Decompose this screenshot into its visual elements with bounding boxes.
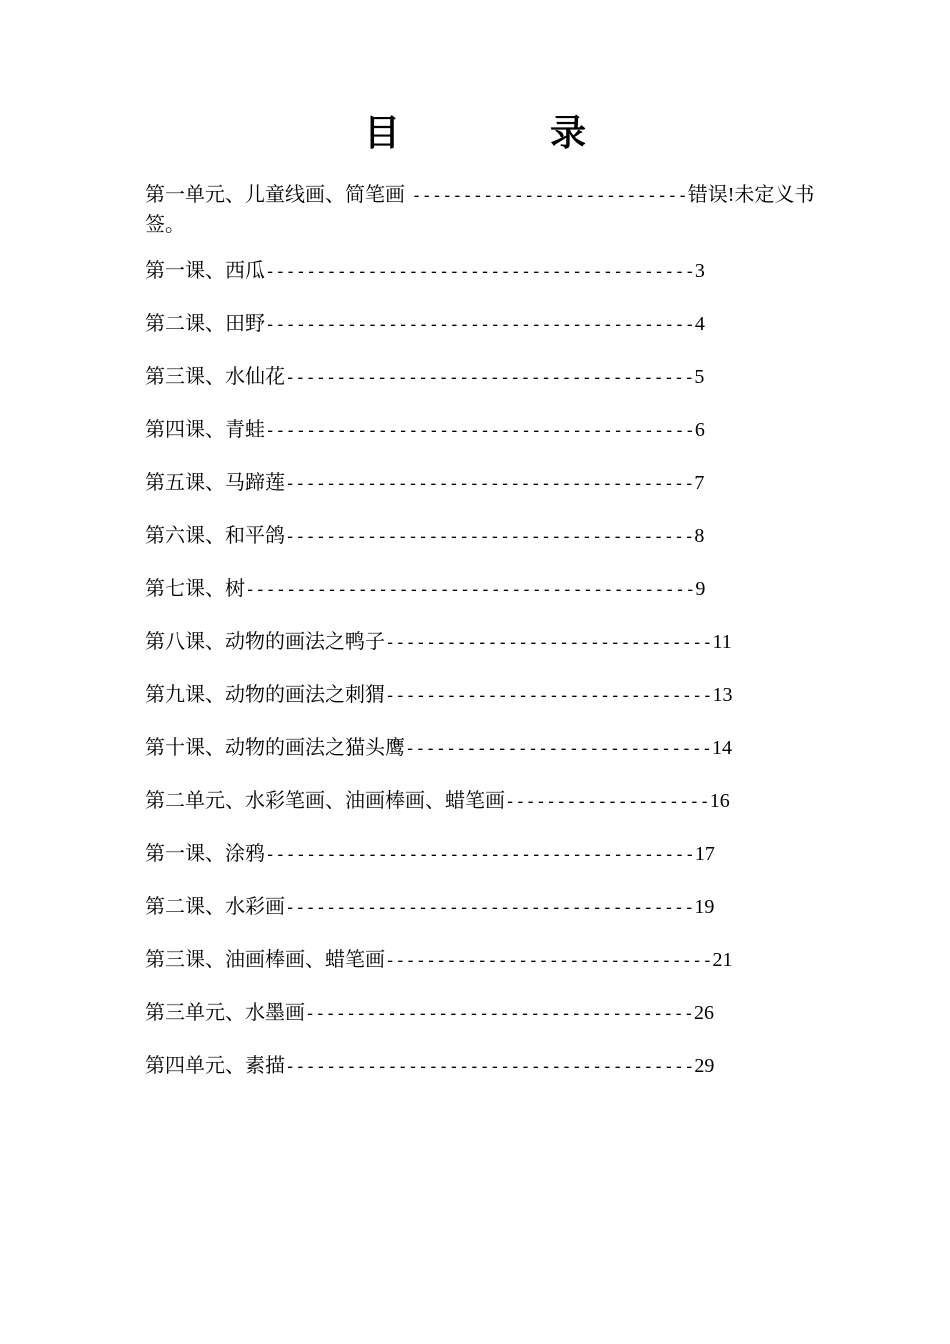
- entry-page: 17: [694, 843, 715, 865]
- entry-leader: ------------------------------------------: [265, 262, 695, 282]
- entry-leader: ---------------------------: [411, 186, 688, 206]
- entry-leader: --------------------------------------------: [245, 580, 696, 600]
- entry-label: 第二课、田野: [145, 311, 265, 335]
- entry-page: 19: [694, 896, 715, 918]
- entry-leader: ------------------------------------------: [265, 421, 695, 441]
- entry-leader: --------------------: [505, 792, 710, 812]
- entry-page: 13: [712, 684, 733, 706]
- toc-entry[interactable]: [145, 255, 825, 287]
- toc-entry[interactable]: [145, 997, 825, 1029]
- entry-leader: --------------------------------: [385, 686, 713, 706]
- toc-entry[interactable]: [145, 944, 825, 976]
- entry-page: 8: [694, 525, 705, 547]
- entry-label: 第九课、动物的画法之刺猬: [145, 682, 385, 706]
- entry-label: 第一单元、儿童线画、简笔画: [145, 182, 412, 206]
- toc-entry[interactable]: [145, 679, 825, 711]
- entry-page: 7: [694, 472, 705, 494]
- entry-leader: ------------------------------------------: [265, 845, 695, 865]
- entry-page: 29: [694, 1055, 715, 1077]
- entry-label: 第三单元、水墨画: [145, 1000, 305, 1024]
- entry-leader: ----------------------------------------: [285, 527, 695, 547]
- entry-leader: --------------------------------: [385, 951, 713, 971]
- entry-page: 9: [695, 578, 706, 600]
- toc-entry[interactable]: [145, 732, 825, 764]
- toc-list: [145, 180, 825, 1103]
- entry-label: 第五课、马蹄莲: [145, 470, 285, 494]
- entry-leader: --------------------------------: [385, 633, 713, 653]
- toc-entry[interactable]: [145, 838, 825, 870]
- entry-label: 第四课、青蛙: [145, 417, 265, 441]
- entry-leader: ----------------------------------------: [285, 474, 695, 494]
- entry-label: 第三课、水仙花: [145, 364, 285, 388]
- title-char-2: 录: [550, 113, 587, 154]
- entry-page: 5: [694, 366, 705, 388]
- toc-entry[interactable]: [145, 891, 825, 923]
- entry-leader: ------------------------------------------: [265, 315, 695, 335]
- entry-leader: ------------------------------: [405, 739, 713, 759]
- entry-page: 11: [712, 631, 732, 653]
- toc-entry[interactable]: [145, 308, 825, 340]
- title-char-1: 目: [363, 113, 400, 154]
- entry-page: 16: [709, 790, 730, 812]
- entry-leader: ----------------------------------------: [285, 368, 695, 388]
- page-title: [0, 108, 950, 160]
- entry-page: 21: [712, 949, 733, 971]
- entry-label: 第一课、涂鸦: [145, 841, 265, 865]
- entry-label: 第七课、树: [145, 576, 245, 600]
- entry-page: 4: [694, 313, 705, 335]
- entry-label: 第四单元、素描: [145, 1053, 285, 1077]
- entry-label: 第八课、动物的画法之鸭子: [145, 629, 385, 653]
- entry-leader: ----------------------------------------: [285, 1057, 695, 1077]
- entry-page: 3: [694, 260, 705, 282]
- entry-page: 错误!未定义书签。: [145, 184, 815, 236]
- toc-entry[interactable]: [145, 520, 825, 552]
- toc-entry[interactable]: [145, 626, 825, 658]
- entry-page: 14: [712, 737, 733, 759]
- toc-entry[interactable]: [145, 1050, 825, 1082]
- entry-page: 6: [694, 419, 705, 441]
- entry-label: 第二课、水彩画: [145, 894, 285, 918]
- toc-entry[interactable]: [145, 467, 825, 499]
- entry-label: 第三课、油画棒画、蜡笔画: [145, 947, 385, 971]
- entry-label: 第六课、和平鸽: [145, 523, 285, 547]
- entry-label: 第一课、西瓜: [145, 258, 265, 282]
- toc-entry[interactable]: [145, 180, 825, 239]
- toc-entry[interactable]: [145, 785, 825, 817]
- entry-leader: ----------------------------------------: [285, 898, 695, 918]
- toc-entry[interactable]: [145, 573, 825, 605]
- entry-page: 26: [693, 1002, 714, 1024]
- entry-label: 第十课、动物的画法之猫头鹰: [145, 735, 405, 759]
- toc-entry[interactable]: [145, 414, 825, 446]
- toc-entry[interactable]: [145, 361, 825, 393]
- entry-leader: --------------------------------------: [305, 1004, 694, 1024]
- entry-label: 第二单元、水彩笔画、油画棒画、蜡笔画: [145, 788, 505, 812]
